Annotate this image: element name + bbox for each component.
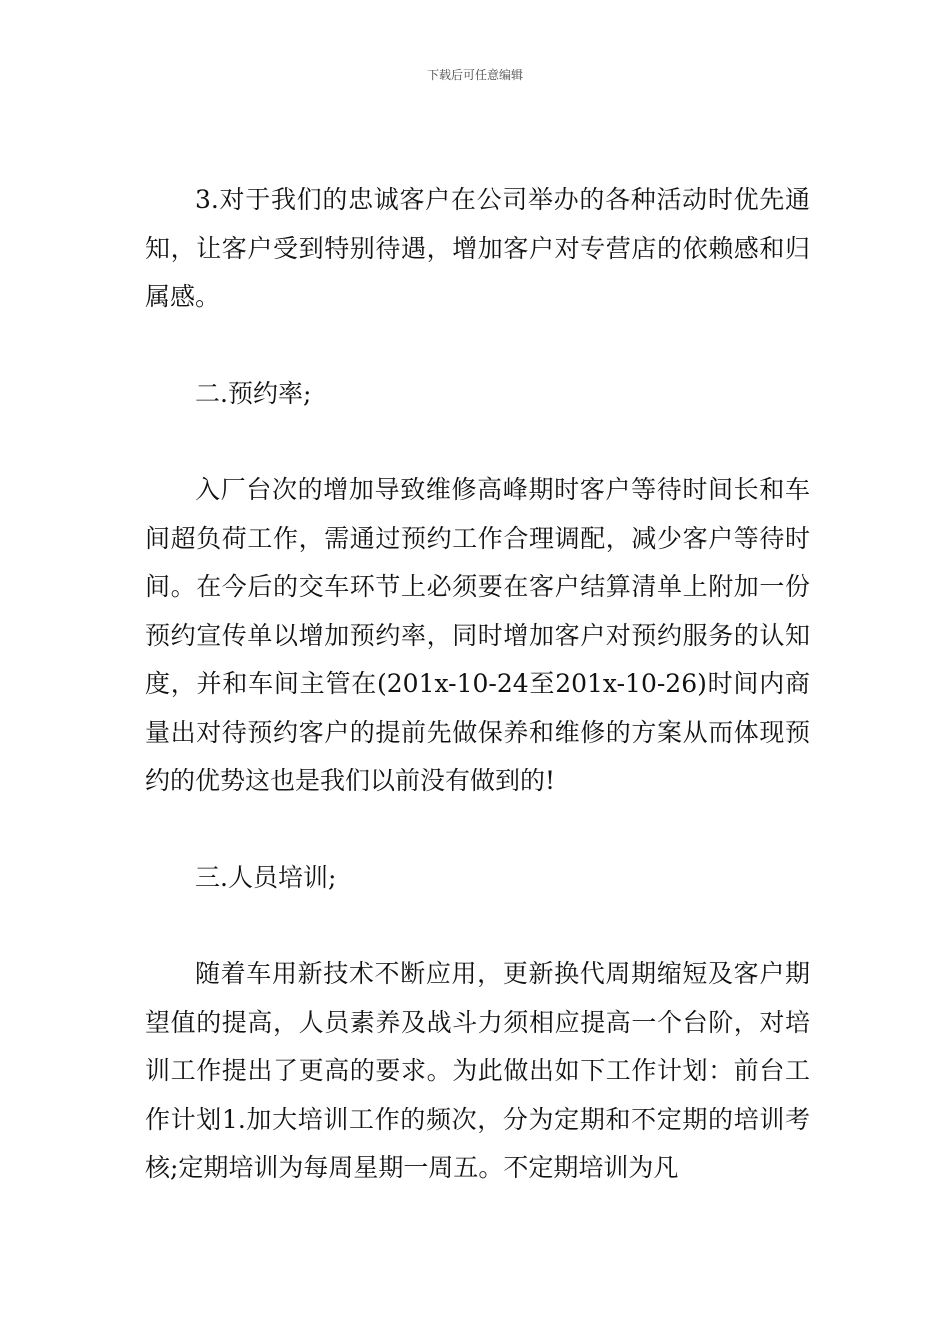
paragraph-gap — [145, 806, 810, 854]
section-heading-staff-training: 三.人员培训; — [195, 862, 337, 892]
paragraph-training: 随着车用新技术不断应用，更新换代周期缩短及客户期望值的提高，人员素养及战斗力须相应提高一个台阶，对培训工作提出了更高的要求。为此做出如下工作计划：前台工作计划1.加大培训工作的频次，分为定期和不定期的培训考核;定期培训为每周星期一周五。不定期培训为凡 — [145, 959, 810, 1182]
paragraph-loyal-customers: 3.对于我们的忠诚客户在公司举办的各种活动时优先通知，让客户受到特别待遇，增加客户对专营店的依赖感和归属感。 — [145, 185, 810, 311]
section-heading-appointment-rate: 二.预约率; — [195, 378, 312, 408]
paragraph-gap — [145, 418, 810, 466]
page-header: 下载后可任意编辑 — [426, 68, 523, 82]
paragraph-gap — [145, 322, 810, 370]
document-body — [145, 176, 810, 1193]
paragraph-gap — [145, 902, 810, 950]
paragraph-appointment: 入厂台次的增加导致维修高峰期时客户等待时间长和车间超负荷工作，需通过预约工作合理调配，减少客户等待时间。在今后的交车环节上必须要在客户结算清单上附加一份预约宣传单以增加预约率，同时增加客户对预约服务的认知度，并和车间主管在(201x-10-24至201x-10-26)时间内商量出对待预约客户的提前先做保养和维修的方案从而体现预约的优势这也是我们以前没有做到的! — [145, 475, 810, 795]
